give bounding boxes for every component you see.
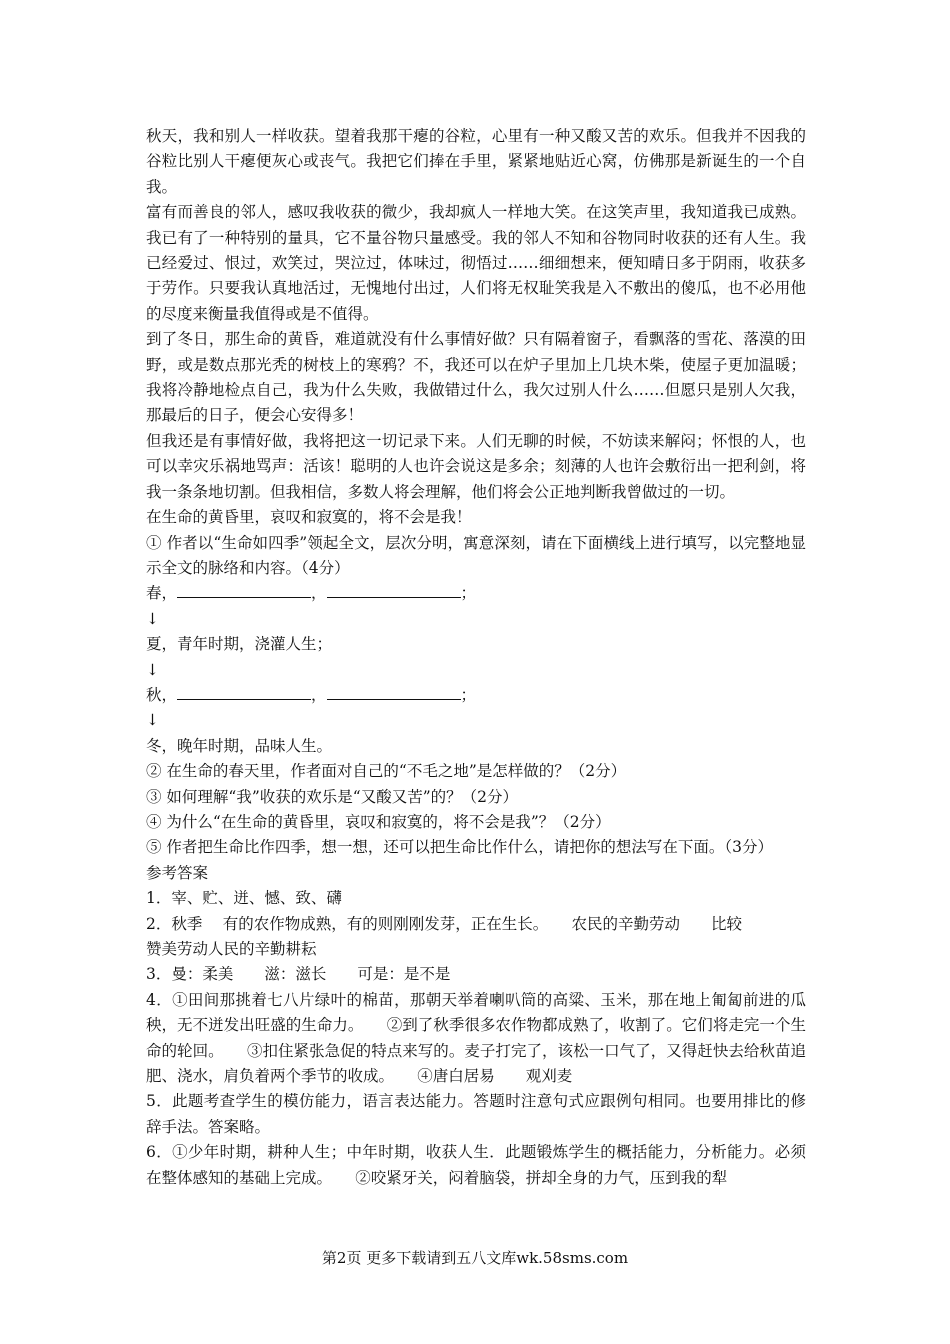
spring-line — [146, 581, 806, 606]
page-footer: 第2页 更多下载请到五八文库wk.58sms.com — [321, 1249, 629, 1267]
spring-blank-2[interactable] — [327, 583, 461, 598]
spring-label: 春， — [146, 584, 178, 603]
down-arrow-icon: ↓ — [146, 660, 159, 679]
answer-6: 6．①少年时期，耕种人生；中年时期，收获人生．此题锻炼学生的概括能力，分析能力。必须在整体感知的基础上完成。 ②咬紧牙关，闷着脑袋，拼却全身的力气，压到我的犁 — [146, 1143, 806, 1187]
autumn-blank-2[interactable] — [327, 685, 461, 700]
answer-2-continued: 赞美劳动人民的辛勤耕耘 — [146, 940, 317, 958]
answers-heading: 参考答案 — [146, 863, 209, 882]
down-arrow-icon: ↓ — [146, 609, 159, 628]
question-2: ② 在生命的春天里，作者面对自己的“不毛之地”是怎样做的？（2分） — [146, 762, 627, 781]
autumn-line — [146, 683, 806, 708]
paragraph-winter: 到了冬日，那生命的黄昏，难道就没有什么事情好做？只有隔着窗子，看飘落的雪花、落漠的田野，或是数点那光秃的树枝上的寒鸦？不，我还可以在炉子里加上几块木柴，使屋子更加温暖；我将冷静地检点自己，我为什么失败，我做错过什么，我欠过别人什么……但愿只是别人欠我，那最后的日子，便会心安得多！ — [146, 330, 806, 425]
spring-semicolon: ； — [460, 584, 477, 603]
autumn-blank-1[interactable] — [177, 685, 311, 700]
question-4: ④ 为什么“在生命的黄昏里，哀叹和寂寞的，将不会是我”？（2分） — [146, 812, 611, 831]
question-5: ⑤ 作者把生命比作四季，想一想，还可以把生命比作什么，请把你的想法写在下面。（3分） — [146, 838, 774, 857]
spring-blank-1[interactable] — [177, 583, 311, 598]
summer-line: 夏，青年时期，浇灌人生； — [146, 635, 333, 654]
document-body — [146, 124, 806, 1191]
spring-comma: ， — [311, 584, 327, 603]
answer-2: 2．秋季 有的农作物成熟，有的则刚刚发芽，正在生长。 农民的辛勤劳动 比较 — [146, 914, 743, 933]
down-arrow-icon: ↓ — [146, 711, 159, 730]
answer-5: 5．此题考查学生的模仿能力，语言表达能力。答题时注意句式应跟例句相同。也要用排比的修辞手法。答案略。 — [146, 1092, 806, 1136]
paragraph-closing: 在生命的黄昏里，哀叹和寂寞的，将不会是我！ — [146, 508, 472, 527]
winter-line: 冬，晚年时期，品味人生。 — [146, 736, 333, 755]
paragraph-autumn: 秋天，我和别人一样收获。望着我那干瘪的谷粒，心里有一种又酸又苦的欢乐。但我并不因我的谷粒比别人干瘪便灰心或丧气。我把它们捧在手里，紧紧地贴近心窝，仿佛那是新诞生的一个自我。 — [146, 127, 806, 196]
autumn-label: 秋， — [146, 685, 178, 704]
answer-4: 4．①田间那挑着七八片绿叶的棉苗，那朝天举着喇叭筒的高粱、玉米，那在地上匍匐前进的瓜秧，无不迸发出旺盛的生命力。 ②到了秋季很多农作物都成熟了，收割了。它们将走完一个生命的轮回。 ③扣住紧张急促的特点来写的。麦子打完了，该松一口气了，又得赶快去给秋苗追肥、浇水，肩负着两个季节的收成。 ④唐白居易 观刈麦 — [146, 990, 806, 1086]
answer-1: 1．宰、贮、迸、憾、致、礴 — [146, 889, 342, 908]
question-3: ③ 如何理解“我”收获的欢乐是“又酸又苦”的？（2分） — [146, 787, 518, 806]
autumn-semicolon: ； — [460, 685, 477, 704]
question-1: ① 作者以“生命如四季”领起全文，层次分明，寓意深刻，请在下面横线上进行填写，以完整地显示全文的脉络和内容。（4分） — [146, 533, 806, 577]
answer-3: 3．曼：柔美 滋：滋长 可是：是不是 — [146, 965, 451, 984]
autumn-comma: ， — [311, 685, 327, 704]
paragraph-neighbor: 富有而善良的邻人，感叹我收获的微少，我却疯人一样地大笑。在这笑声里，我知道我已成熟。我已有了一种特别的量具，它不量谷物只量感受。我的邻人不知和谷物同时收获的还有人生。我已经爱过、恨过，欢笑过，哭泣过，体味过，彻悟过……细细想来，便知晴日多于阴雨，收获多于劳作。只要我认真地活过，无愧地付出过，人们将无权耻笑我是入不敷出的傻瓜，也不必用他的尽度来衡量我值得或是不值得。 — [146, 203, 806, 323]
paragraph-record: 但我还是有事情好做，我将把这一切记录下来。人们无聊的时候，不妨读来解闷；怀恨的人，也可以幸灾乐祸地骂声：活该！聪明的人也许会说这是多余；刻薄的人也许会敷衍出一把利剑，将我一条条地切割。但我相信，多数人将会理解，他们将会公正地判断我曾做过的一切。 — [146, 431, 806, 501]
